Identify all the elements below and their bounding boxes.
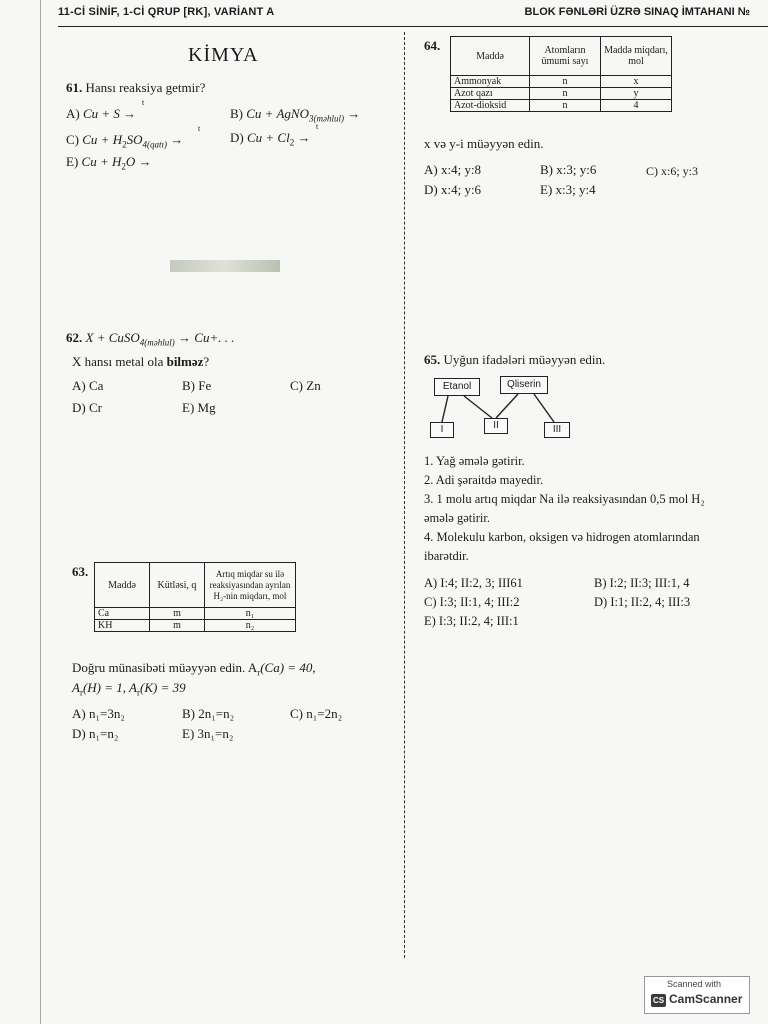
q65-option-d[interactable]: D) I:1; II:2, 4; III:3: [594, 595, 691, 609]
table-cell: m: [150, 608, 205, 620]
option-sub: 3(məhlul): [308, 113, 344, 124]
q61-option-b[interactable]: [230, 106, 360, 124]
q64-number: 64.: [424, 38, 441, 53]
table-cell: KH: [95, 620, 150, 632]
option-arrow: →: [166, 132, 184, 147]
q61-a-temp-label: t: [142, 98, 145, 107]
q65-statement-4-cont: ibarətdir.: [424, 549, 469, 563]
option-letter: B): [230, 106, 247, 121]
q63-text: (H) = 1, A: [82, 680, 137, 695]
column-divider: [404, 32, 405, 958]
option-formula: Cu + AgNO: [246, 106, 309, 121]
option-letter: E): [66, 154, 82, 169]
table-header: Maddə: [451, 37, 530, 76]
q65-statement-3: 3. 1 molu artıq miqdar Na ilə reaksiyasından 0,5 mol H₂: [424, 492, 705, 506]
connector-line: [464, 396, 492, 418]
q63-prompt-line2: [72, 680, 186, 698]
q61-prompt: [66, 80, 205, 96]
q62-eq-part: X + CuSO: [85, 330, 140, 345]
option-letter: D): [230, 130, 247, 145]
q65-number: 65.: [424, 352, 441, 367]
q61-c-temp-label: t: [198, 124, 201, 133]
q62-eq-sub: 4(məhlul): [139, 337, 175, 348]
q65-statement-4: 4. Molekulu karbon, oksigen və hidrogen atomlarından: [424, 530, 700, 544]
option-sub: 2: [289, 137, 295, 148]
q65-option-c[interactable]: C) I:3; II:1, 4; III:2: [424, 595, 520, 609]
q61-option-a[interactable]: [66, 106, 136, 122]
connector-line: [496, 394, 518, 418]
q64-option-e[interactable]: E) x:3; y:4: [540, 182, 596, 197]
table-cell: y: [601, 88, 672, 100]
option-sub: 2: [122, 139, 127, 150]
option-formula: Cu + H: [82, 132, 123, 147]
q65-option-b[interactable]: B) I:2; II:3; III:1, 4: [594, 576, 690, 590]
table-cell: n: [530, 76, 601, 88]
q63-text: A: [72, 680, 80, 695]
q63-sub: r: [136, 687, 140, 698]
q65-statement-2: 2. Adi şəraitdə mayedir.: [424, 473, 544, 487]
q63-table: [94, 562, 296, 632]
q65-option-a[interactable]: A) I:4; II:2, 3; III61: [424, 576, 523, 590]
q64-option-a[interactable]: A) x:4; y:8: [424, 162, 482, 177]
option-sub: 4(qatı): [142, 139, 167, 150]
q62-text: X hansı metal ola: [72, 354, 167, 369]
diagram-box-i: I: [430, 422, 454, 438]
q61-d-temp-label: t: [316, 122, 319, 131]
table-header: Kütləsi, q: [150, 563, 205, 608]
q64-prompt: x və y-i müəyyən edin.: [424, 136, 544, 151]
table-cell: n: [530, 100, 601, 112]
q65-option-e[interactable]: E) I:3; II:2, 4; III:1: [424, 614, 519, 628]
q62-option-b[interactable]: B) Fe: [182, 378, 212, 393]
q63-option-d[interactable]: D) n₁=n₂: [72, 726, 119, 741]
diagram-box-ii: II: [484, 418, 508, 434]
table-cell: n: [530, 88, 601, 100]
q63-text: (Ca) = 40,: [260, 660, 316, 675]
q62-text-bold: bilməz: [166, 354, 204, 369]
q64-option-c[interactable]: C) x:6; y:3: [646, 164, 699, 178]
diagram-box-iii: III: [544, 422, 570, 438]
scan-smudge: [170, 260, 280, 272]
table-cell: Ammonyak: [451, 76, 530, 88]
q62-option-c[interactable]: C) Zn: [290, 378, 321, 393]
option-letter: C): [66, 132, 83, 147]
q62-text: ?: [203, 354, 210, 369]
q62-option-d[interactable]: D) Cr: [72, 400, 102, 415]
q62-eq-part: → Cu+. . .: [174, 330, 235, 345]
option-formula: Cu + Cl: [246, 130, 290, 145]
table-cell: 4: [601, 100, 672, 112]
camscanner-watermark: [644, 976, 750, 1014]
q63-option-c[interactable]: C) n₁=2n₂: [290, 706, 343, 721]
q65-prompt: [424, 352, 605, 368]
q65-statement-3-cont: əmələ gətirir.: [424, 511, 490, 525]
q61-text: Hansı reaksiya getmir?: [85, 80, 206, 95]
header-left: 11-Cİ SİNİF, 1-Cİ QRUP [RK], VARİANT A: [58, 6, 275, 18]
table-cell: Azot qazı: [451, 88, 530, 100]
q62-equation: [66, 330, 234, 348]
q65-text: Uyğun ifadələri müəyyən edin.: [443, 352, 606, 367]
watermark-line2: CamScanner: [669, 992, 743, 1006]
option-arrow: →: [343, 106, 361, 121]
table-header: Artıq miqdar su ilə reaksiyasından ayrılan H₂-nin miqdarı, mol: [205, 563, 296, 608]
option-sub: 2: [121, 161, 126, 172]
table-cell: x: [601, 76, 672, 88]
q64-table: [450, 36, 672, 112]
q63-text: Doğru münasibəti müəyyən edin. A: [72, 660, 258, 675]
camscanner-logo-icon: CS: [652, 996, 665, 1005]
diagram-box-etanol: Etanol: [434, 378, 480, 396]
option-formula: Cu + H: [81, 154, 122, 169]
q62-number: 62.: [66, 330, 83, 345]
q62-option-a[interactable]: A) Ca: [72, 378, 104, 393]
option-formula: SO: [126, 132, 143, 147]
option-arrow: →: [294, 130, 311, 145]
q64-option-d[interactable]: D) x:4; y:6: [424, 182, 482, 197]
table-cell: Azot-dioksid: [451, 100, 530, 112]
q63-text: (K) = 39: [139, 680, 186, 695]
connector-line: [442, 396, 448, 422]
diagram-box-qliserin: Qliserin: [500, 376, 548, 394]
q63-sub: r: [257, 667, 261, 678]
table-cell: n₂: [205, 620, 296, 632]
option-letter: A): [66, 106, 83, 121]
q63-number: 63.: [72, 564, 89, 579]
table-header: Maddə miqdarı, mol: [601, 37, 672, 76]
option-formula: Cu + S →: [82, 106, 137, 121]
q64-option-b[interactable]: B) x:3; y:6: [540, 162, 597, 177]
watermark-line1: Scanned with: [667, 979, 722, 989]
q65-statement-1: 1. Yağ əmələ gətirir.: [424, 454, 525, 468]
table-cell: Ca: [95, 608, 150, 620]
q63-option-e[interactable]: E) 3n₁=n₂: [182, 726, 234, 741]
left-margin-line: [40, 0, 41, 1024]
table-cell: n₁: [205, 608, 296, 620]
q63-prompt-line1: [72, 660, 316, 678]
q63-sub: r: [79, 687, 83, 698]
subject-title: KİMYA: [188, 44, 259, 66]
q61-option-c[interactable]: [66, 132, 183, 150]
q61-option-e[interactable]: [66, 154, 152, 172]
option-formula: O →: [125, 154, 152, 169]
header-right: BLOK FƏNLƏRİ ÜZRƏ SINAQ İMTAHANI №: [524, 6, 750, 18]
connector-line: [534, 394, 554, 422]
header-rule: [58, 26, 768, 27]
q63-option-b[interactable]: B) 2n₁=n₂: [182, 706, 235, 721]
q62-prompt: [72, 354, 209, 370]
q61-number: 61.: [66, 80, 83, 95]
q61-option-d[interactable]: [230, 130, 310, 148]
table-header: Atomların ümumi sayı: [530, 37, 601, 76]
table-cell: m: [150, 620, 205, 632]
q62-option-e[interactable]: E) Mg: [182, 400, 216, 415]
table-header: Maddə: [95, 563, 150, 608]
q63-option-a[interactable]: A) n₁=3n₂: [72, 706, 125, 721]
